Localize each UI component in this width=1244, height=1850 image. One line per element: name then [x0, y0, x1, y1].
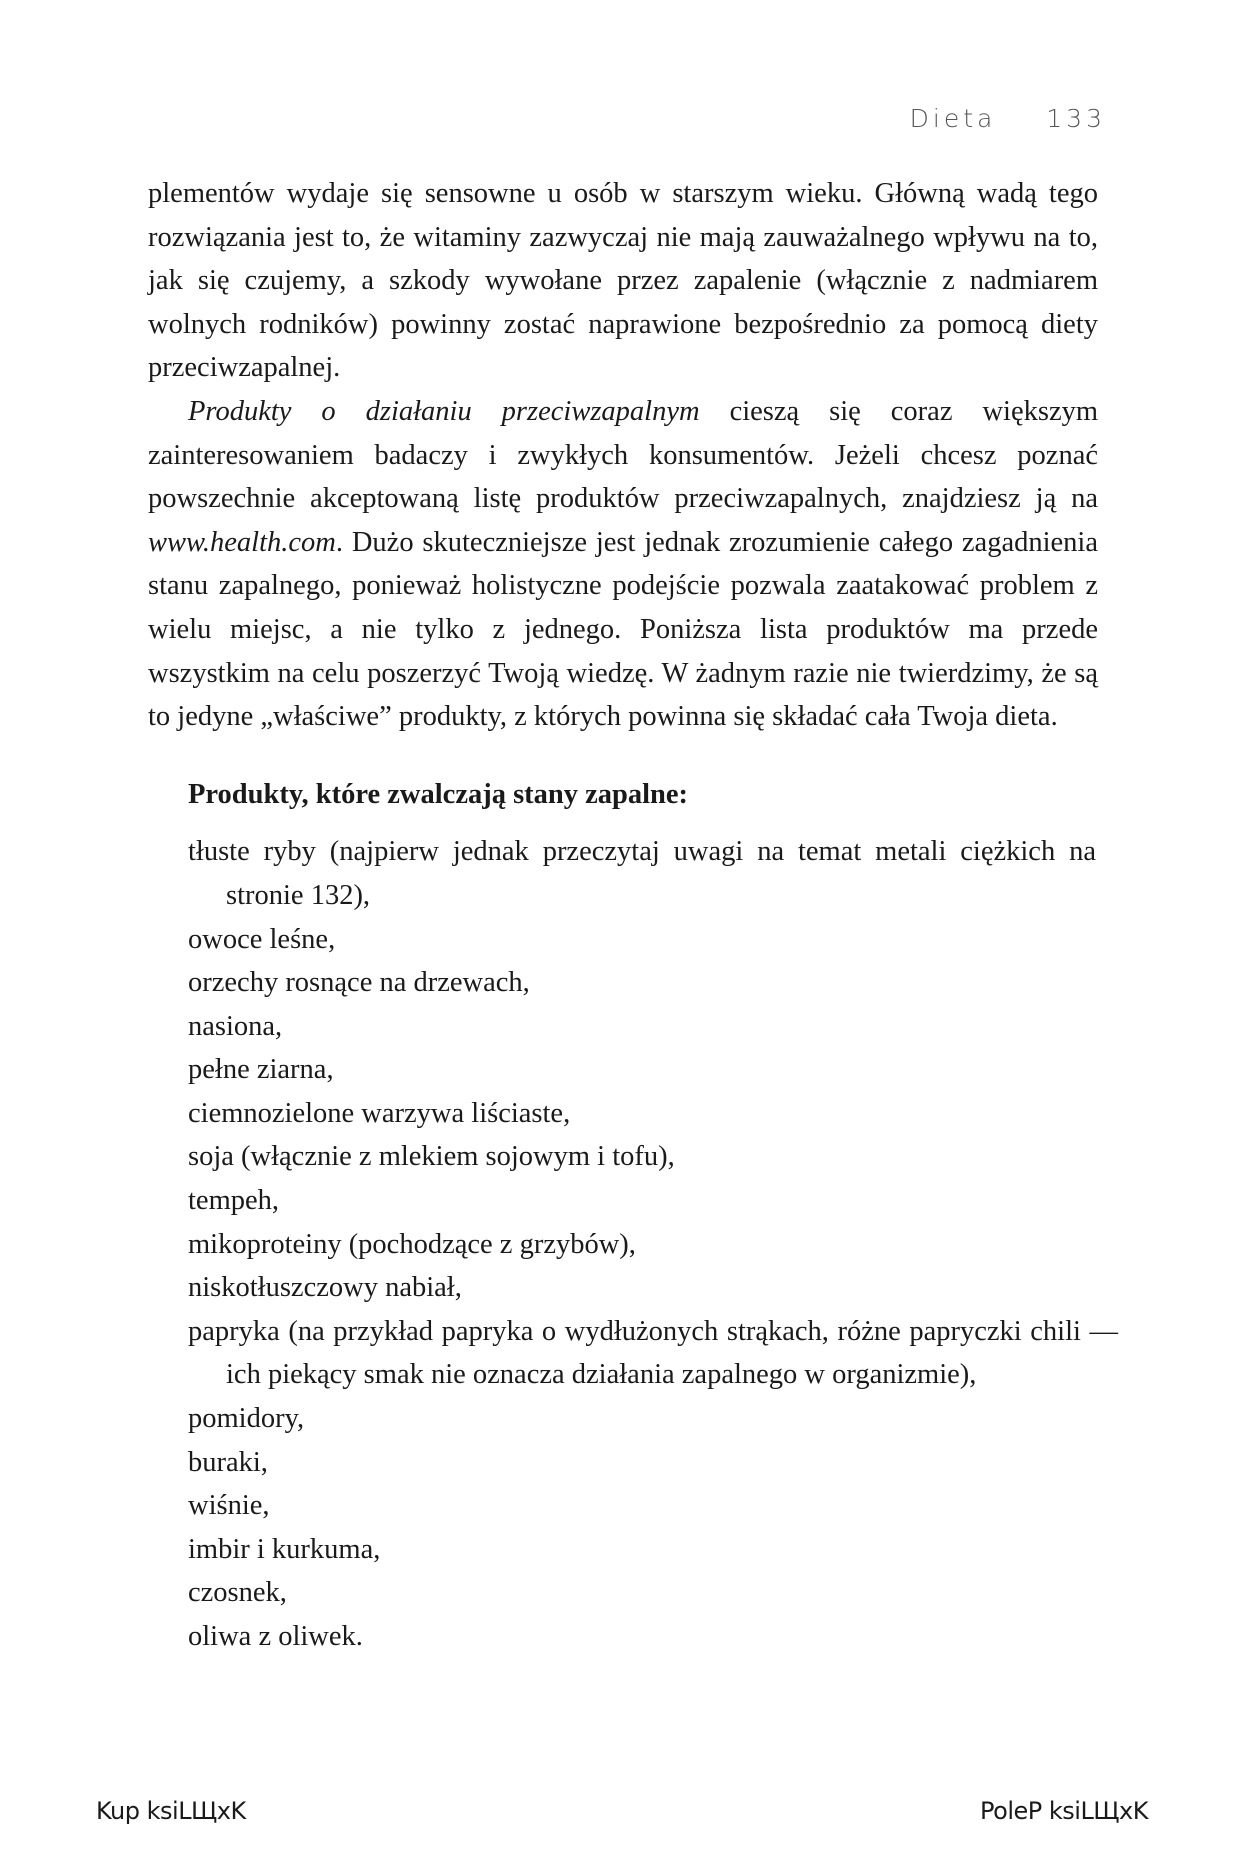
list-item: orzechy rosnące na drzewach,	[188, 967, 530, 999]
page-body	[148, 172, 1118, 1659]
list-item: nasiona,	[188, 1010, 283, 1042]
paragraph-1: plementów wydaje się sensowne u osób w starszym wieku. Główną wadą tego rozwiązania jest to, że witaminy zazwyczaj nie mają zauważalnego wpływu na to, jak się czujemy, a szkody wywołane przez zapalenie (włącznie z nadmiarem wolnych rodników) powinny zostać naprawione bezpośrednio za pomocą diety przeciwzapalnej.	[148, 178, 1098, 384]
paragraph-2-text-a: cieszą się coraz większym zainteresowaniem badaczy i zwykłych konsumentów. Jeżeli chcesz poznać powszechnie akceptowaną listę produktów przeciwzapalnych, znajdziesz ją na	[148, 395, 1099, 515]
recommend-book-link[interactable]: PoleP ksiLЩxK	[980, 1797, 1148, 1825]
list-item: tempeh,	[188, 1185, 280, 1217]
list-item: papryka (na przykład papryka o wydłużonych strąkach, różne papryczki chili — ich piekący smak nie oznacza działania zapalnego w organizmie),	[188, 1315, 1118, 1391]
list-item: buraki,	[188, 1446, 268, 1478]
list-item: imbir i kurkuma,	[188, 1533, 381, 1565]
paragraph-2	[148, 390, 1098, 739]
list-item: czosnek,	[188, 1577, 287, 1609]
buy-book-link[interactable]: Kup ksiLЩxK	[96, 1797, 246, 1825]
list-item: wiśnie,	[188, 1490, 270, 1522]
list-item: pomidory,	[188, 1403, 305, 1435]
section-title: Dieta	[909, 104, 997, 133]
list-heading: Produkty, które zwalczają stany zapalne:	[188, 778, 689, 810]
page-number: 133	[1046, 104, 1106, 133]
paragraph-2-text-b: . Dużo skuteczniejsze jest jednak zrozumienie całego zagadnienia stanu zapalnego, ponieważ holistyczne podejście pozwala zaatakować problem z wielu miejsc, a nie tylko z jednego. Poniższa lista produktów ma przede wszystkim na celu poszerzyć Twoją wiedzę. W żadnym razie nie twierdzimy, że są to jedyne „właściwe” produkty, z których powinna się składać cała Twoja dieta.	[148, 526, 1098, 733]
website-reference: www.health.com	[148, 526, 336, 558]
list-item: mikoproteiny (pochodzące z grzybów),	[188, 1228, 636, 1260]
list-item: niskotłuszczowy nabiał,	[188, 1272, 462, 1304]
list-item: ciemnozielone warzywa liściaste,	[188, 1097, 571, 1129]
list-item: tłuste ryby (najpierw jednak przeczytaj uwagi na temat metali ciężkich na stronie 132),	[188, 836, 1096, 911]
running-head	[910, 104, 1106, 133]
list-item: oliwa z oliwek.	[188, 1621, 363, 1652]
food-list	[148, 830, 1118, 1658]
list-item: owoce leśne,	[188, 923, 336, 955]
list-item: pełne ziarna,	[188, 1054, 334, 1086]
list-item: soja (włącznie z mlekiem sojowym i tofu),	[188, 1141, 675, 1173]
italic-lead: Produkty o działaniu przeciwzapalnym	[188, 395, 700, 427]
